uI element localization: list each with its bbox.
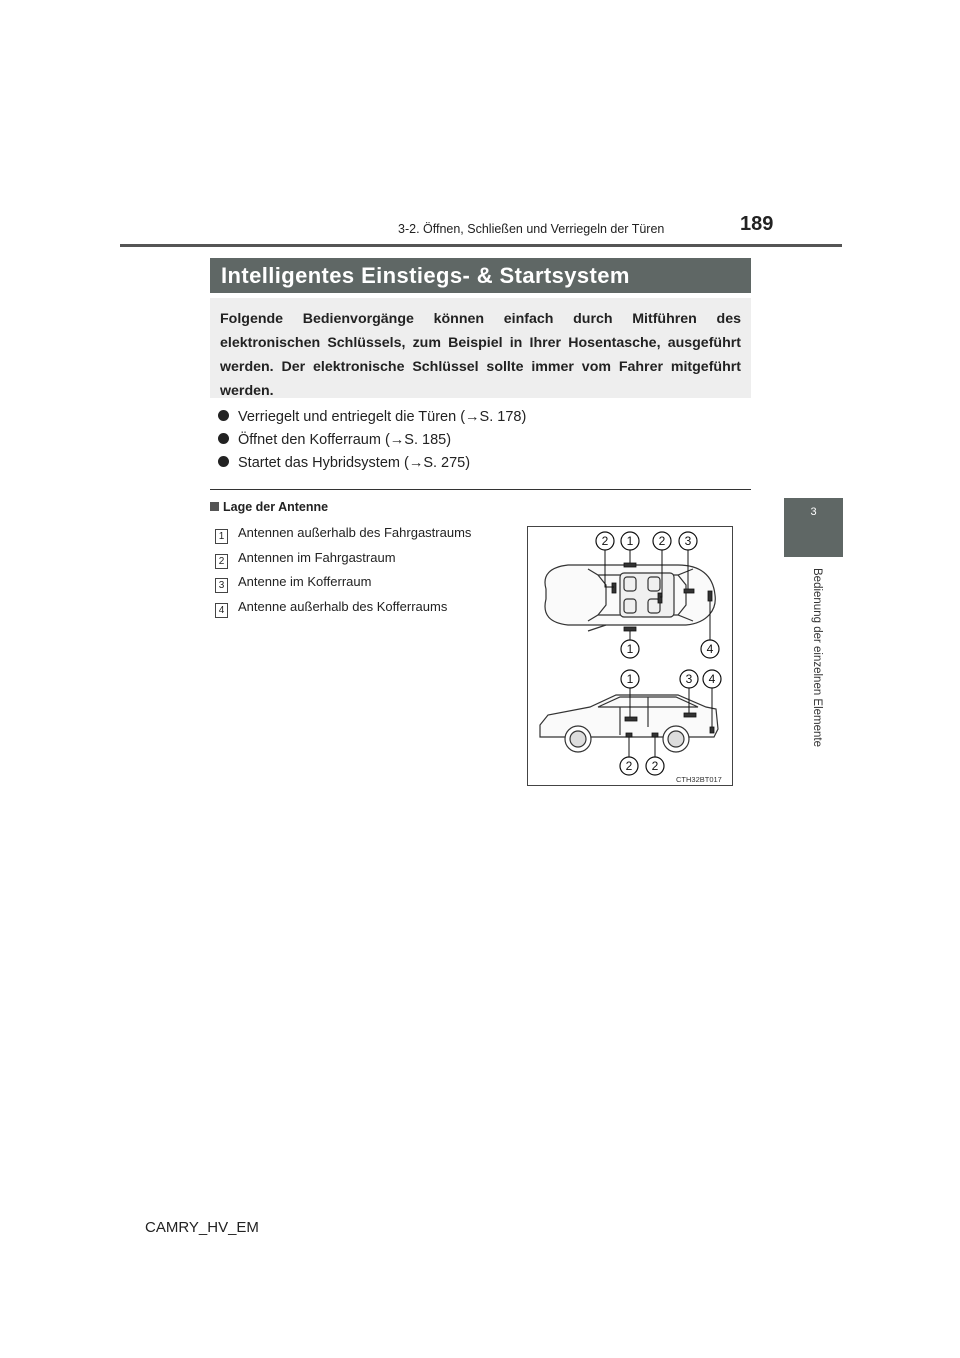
page-title: Intelligentes Einstiegs- & Startsystem (210, 258, 751, 293)
header-rule (120, 244, 842, 247)
legend-text: Antenne außerhalb des Kofferraums (238, 598, 448, 614)
callout-label: 2 (625, 759, 633, 773)
callout-label: 2 (601, 534, 609, 548)
legend-text: Antenne im Kofferraum (238, 574, 372, 589)
legend-item (215, 546, 471, 571)
callout-label: 1 (626, 534, 634, 548)
legend-text: Antennen im Fahrgastraum (238, 549, 396, 565)
number-badge: 4 (215, 603, 228, 618)
car-antenna-illustration (528, 527, 734, 787)
bullet-icon (218, 433, 229, 444)
feature-list (218, 406, 526, 475)
model-code: CAMRY_HV_EM (145, 1219, 259, 1236)
callout-label: 3 (685, 672, 693, 686)
list-item (218, 452, 526, 475)
list-item (218, 429, 526, 452)
callout-label: 3 (684, 534, 692, 548)
bullet-text: Öffnet den Kofferraum (→S. 185) (238, 432, 452, 448)
section-heading-text: Lage der Antenne (223, 500, 329, 514)
callout-label: 2 (651, 759, 659, 773)
callout-label: 4 (708, 672, 716, 686)
legend-item (215, 595, 471, 620)
car-top-view (545, 565, 715, 631)
bullet-text: Startet das Hybridsystem (→S. 275) (238, 455, 471, 471)
chapter-tab: 3 (784, 498, 843, 557)
bullet-text: Verriegelt und entriegelt die Türen (→S. 178) (238, 409, 527, 425)
callout-label: 1 (626, 672, 634, 686)
running-header: 3-2. Öffnen, Schließen und Verriegeln der Türen (398, 222, 665, 236)
bullet-icon (218, 456, 229, 467)
legend-text: Antennen außerhalb des Fahrgastraums (238, 525, 472, 540)
list-item (218, 406, 526, 429)
number-badge: 1 (215, 529, 228, 544)
page-number: 189 (740, 213, 774, 235)
legend-item (215, 521, 471, 546)
number-badge: 2 (215, 554, 228, 569)
intro-box: Folgende Bedienvorgänge können einfach durch Mitführen des elektronischen Schlüssels, zum Beispiel in Ihrer Hosentasche, ausgeführt werden. Der elektronische Schlüssel sollte immer vom Fahrer mitgeführt werden. (210, 298, 751, 398)
callout-label: 1 (626, 642, 634, 656)
antenna-legend (215, 521, 471, 619)
chapter-title: Bedienung der einzelnen Elemente (811, 568, 823, 748)
legend-item (215, 570, 471, 595)
number-badge: 3 (215, 578, 228, 593)
section-divider (210, 489, 751, 490)
section-heading (210, 500, 328, 514)
callout-label: 4 (706, 642, 714, 656)
bullet-icon (218, 410, 229, 421)
figure-code: CTH32BT017 (676, 775, 722, 784)
callout-label: 2 (658, 534, 666, 548)
square-icon (210, 502, 219, 511)
antenna-diagram (527, 526, 733, 786)
